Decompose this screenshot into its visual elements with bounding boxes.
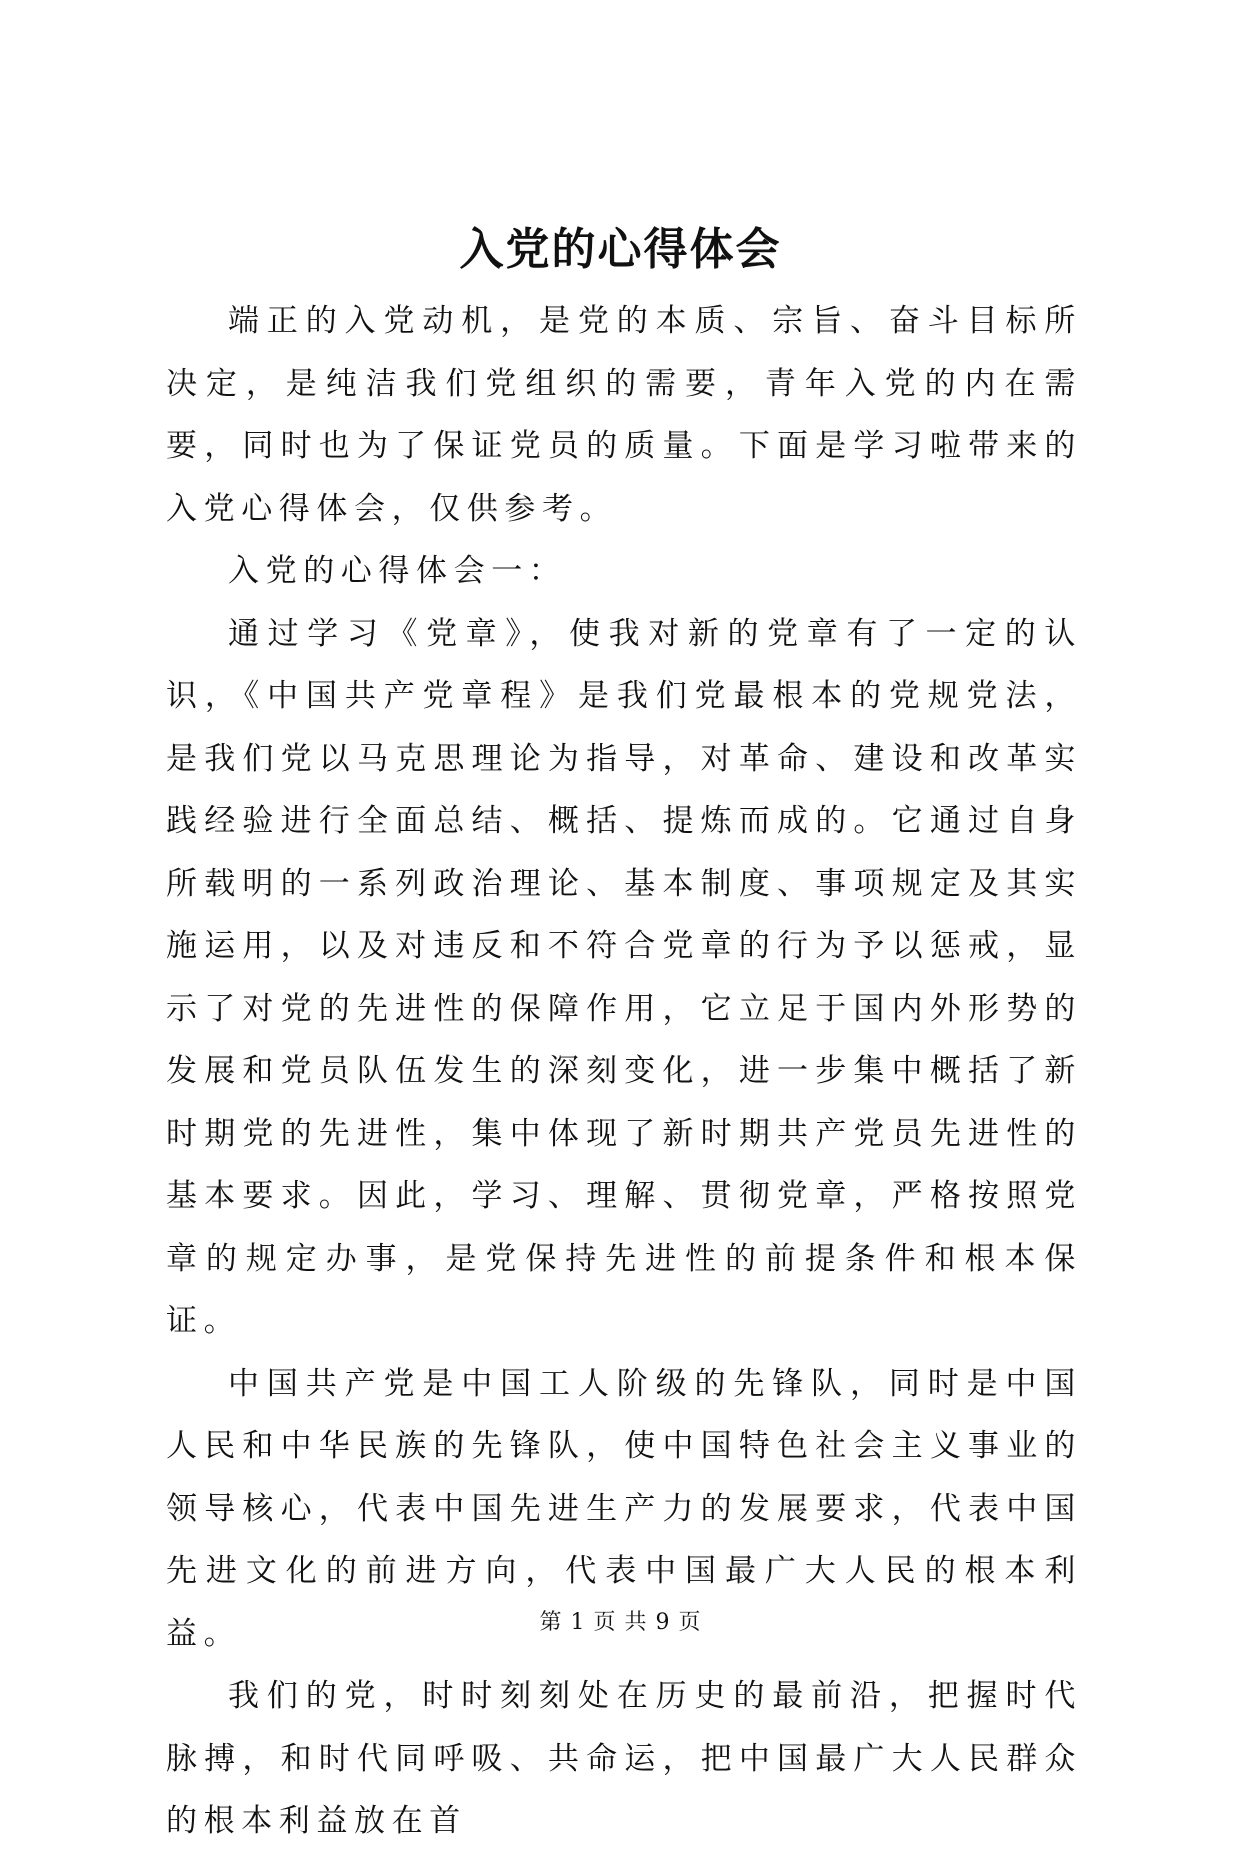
paragraph-vanguard: 中国共产党是中国工人阶级的先锋队，同时是中国人民和中华民族的先锋队，使中国特色社会主义事业的领导核心，代表中国先进生产力的发展要求，代表中国先进文化的前进方向，代表中国最广大人民的根本利益。 (166, 1365, 1082, 1652)
page-number-footer: 第 1 页 共 9 页 (539, 1610, 702, 1635)
paragraph-section-heading: 入党的心得体会一： (228, 553, 567, 589)
document-title: 入党的心得体会 (459, 224, 782, 275)
paragraph-party-constitution: 通过学习《党章》，使我对新的党章有了一定的认识，《中国共产党章程》是我们党最根本的党规党法，是我们党以马克思理论为指导，对革命、建设和改革实践经验进行全面总结、概括、提炼而成的。它通过自身所载明的一系列政治理论、基本制度、事项规定及其实施运用，以及对违反和不符合党章的行为予以惩戒，显示了对党的先进性的保障作用，它立足于国内外形势的发展和党员队伍发生的深刻变化，进一步集中概括了新时期党的先进性，集中体现了新时期共产党员先进性的基本要求。因此，学习、理解、贯彻党章，严格按照党章的规定办事，是党保持先进性的前提条件和根本保证。 (166, 615, 1082, 1339)
paragraph-frontline: 我们的党，时时刻刻处在历史的最前沿，把握时代脉搏，和时代同呼吸、共命运，把中国最广大人民群众的根本利益放在首 (166, 1678, 1082, 1839)
paragraph-intro: 端正的入党动机，是党的本质、宗旨、奋斗目标所决定，是纯洁我们党组织的需要，青年入党的内在需要，同时也为了保证党员的质量。下面是学习啦带来的入党心得体会，仅供参考。 (166, 303, 1082, 527)
